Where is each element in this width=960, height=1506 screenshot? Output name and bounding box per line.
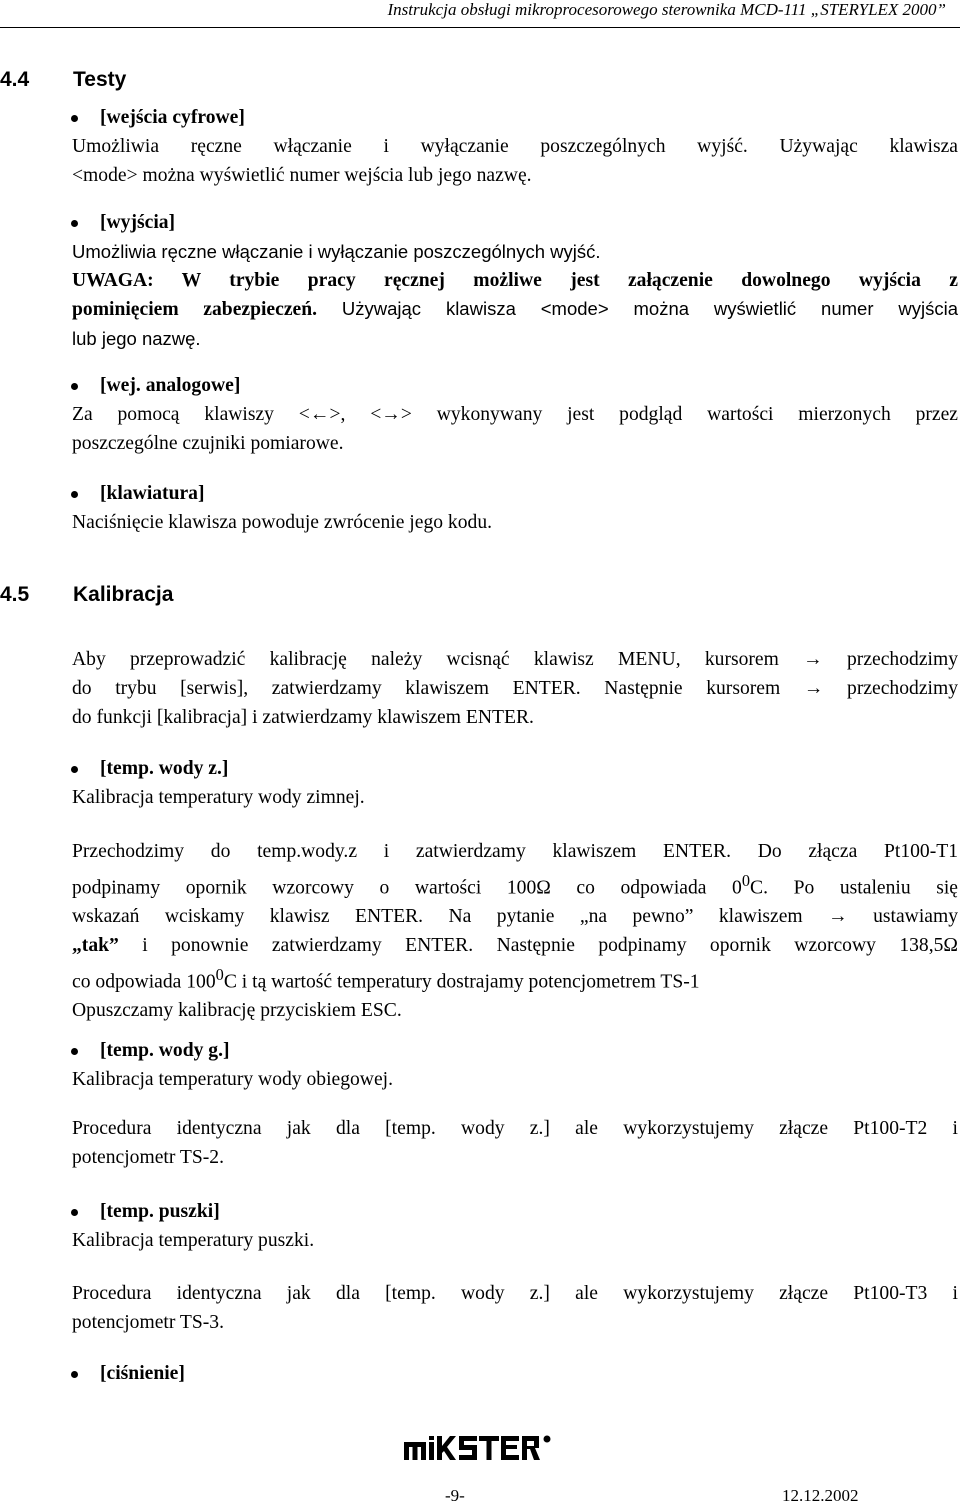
paragraph-line: Za pomocą klawiszy <←>, <→> wykonywany jest podgląd wartości mierzonych przez — [72, 403, 958, 425]
paragraph-line: Procedura identyczna jak dla [temp. wody z.] ale wykorzystujemy złącze Pt100-T2 i — [72, 1118, 958, 1139]
section-number: 4.4 — [0, 68, 30, 91]
bullet-item-label: [klawiatura] — [72, 480, 958, 509]
section-title: Testy — [73, 68, 127, 91]
paragraph-line: Umożliwia ręczne włączanie i wyłączanie poszczególnych wyjść. Używając klawisza — [72, 135, 958, 157]
section-number: 4.5 — [0, 583, 30, 606]
paragraph-line: do trybu [serwis], zatwierdzamy klawiszem ENTER. Następnie kursorem → przechodzimy — [72, 677, 958, 699]
item-analog-inputs — [72, 372, 958, 458]
bullet-item-label: [wejścia cyfrowe] — [72, 104, 958, 133]
paragraph-line: co odpowiada $100^0C$ i tą wartość temperatury dostrajamy potencjometrem TS-1 — [72, 964, 700, 993]
section-heading-calibration — [0, 583, 173, 607]
mikster-logo — [404, 1434, 556, 1469]
bullet-item-label: [temp. wody g.] — [72, 1037, 958, 1066]
paragraph-line: Kalibracja temperatury puszki. — [72, 1229, 315, 1251]
bullet-dot-icon — [71, 383, 78, 390]
paragraph-line: <mode> można wyświetlić numer wejścia lub jego nazwę. — [72, 164, 532, 186]
bullet-dot-icon — [71, 115, 78, 122]
paragraph-line: Naciśnięcie klawisza powoduje zwrócenie jego kodu. — [72, 511, 493, 533]
paragraph-line: Kalibracja temperatury wody zimnej. — [72, 786, 365, 808]
bullet-item-label: [wyjścia] — [72, 209, 958, 238]
bullet-dot-icon — [71, 491, 78, 498]
item-can-temp — [72, 1198, 958, 1256]
paragraph-line: Umożliwia ręczne włączanie i wyłączanie poszczególnych wyjść. — [72, 240, 601, 262]
cold-water-procedure — [72, 838, 958, 1026]
warning-line: pominięciem zabezpieczeń. Używając klawisza <mode> można wyświetlić numer wyjścia — [72, 298, 958, 321]
bullet-dot-icon — [71, 1209, 78, 1216]
bullet-dot-icon — [71, 1371, 78, 1378]
header-divider — [0, 27, 960, 28]
paragraph-line: Procedura identyczna jak dla [temp. wody z.] ale wykorzystujemy złącze Pt100-T3 i — [72, 1283, 958, 1304]
page-number: -9- — [445, 1486, 465, 1505]
hot-water-procedure — [72, 1115, 958, 1173]
bullet-dot-icon — [71, 220, 78, 227]
paragraph-line: poszczególne czujniki pomiarowe. — [72, 432, 344, 454]
paragraph-line: Aby przeprowadzić kalibrację należy wcisnąć klawisz MENU, kursorem → przechodzimy — [72, 649, 958, 670]
footer-date: 12.12.2002 — [782, 1486, 859, 1505]
bullet-item-label: [temp. wody z.] — [72, 755, 958, 784]
bullet-item-label: [temp. puszki] — [72, 1198, 958, 1227]
calibration-intro — [72, 646, 958, 732]
section-heading-tests — [0, 68, 126, 92]
bullet-item-label: [ciśnienie] — [72, 1360, 958, 1389]
paragraph-line: potencjometr TS-2. — [72, 1146, 225, 1168]
section-title: Kalibracja — [73, 583, 174, 606]
paragraph-line: do funkcji [kalibracja] i zatwierdzamy klawiszem ENTER. — [72, 706, 534, 728]
paragraph-line: potencjometr TS-3. — [72, 1311, 225, 1333]
bullet-dot-icon — [71, 766, 78, 773]
bullet-dot-icon — [71, 1048, 78, 1055]
can-procedure — [72, 1280, 958, 1338]
paragraph-line: Opuszczamy kalibrację przyciskiem ESC. — [72, 1000, 402, 1022]
item-pressure — [72, 1360, 958, 1389]
document-header-title: Instrukcja obsługi mikroprocesorowego sterownika MCD-111 „STERYLEX 2000” — [387, 0, 946, 19]
paragraph-line: podpinamy opornik wzorcowy o wartości 100Ω co odpowiada $0^0C$. Po ustaleniu się — [72, 870, 958, 899]
paragraph-line: Przechodzimy do temp.wody.z i zatwierdzamy klawiszem ENTER. Do złącza Pt100-T1 — [72, 841, 958, 862]
paragraph-line: „tak” i ponownie zatwierdzamy ENTER. Następnie podpinamy opornik wzorcowy 138,5Ω — [72, 934, 958, 956]
item-hot-water-temp — [72, 1037, 958, 1095]
paragraph-line: lub jego nazwę. — [72, 328, 201, 350]
item-keyboard — [72, 480, 958, 538]
item-cold-water-temp — [72, 755, 958, 813]
warning-line: UWAGA: W trybie pracy ręcznej możliwe jest załączenie dowolnego wyjścia z — [72, 269, 958, 291]
item-digital-inputs — [72, 104, 958, 190]
paragraph-line: wskazań wciskamy klawisz ENTER. Na pytanie „na pewno” klawiszem → ustawiamy — [72, 906, 958, 928]
mikster-logo-icon — [404, 1434, 556, 1464]
item-outputs — [72, 209, 958, 354]
paragraph-line: Kalibracja temperatury wody obiegowej. — [72, 1068, 394, 1090]
bullet-item-label: [wej. analogowe] — [72, 372, 958, 401]
